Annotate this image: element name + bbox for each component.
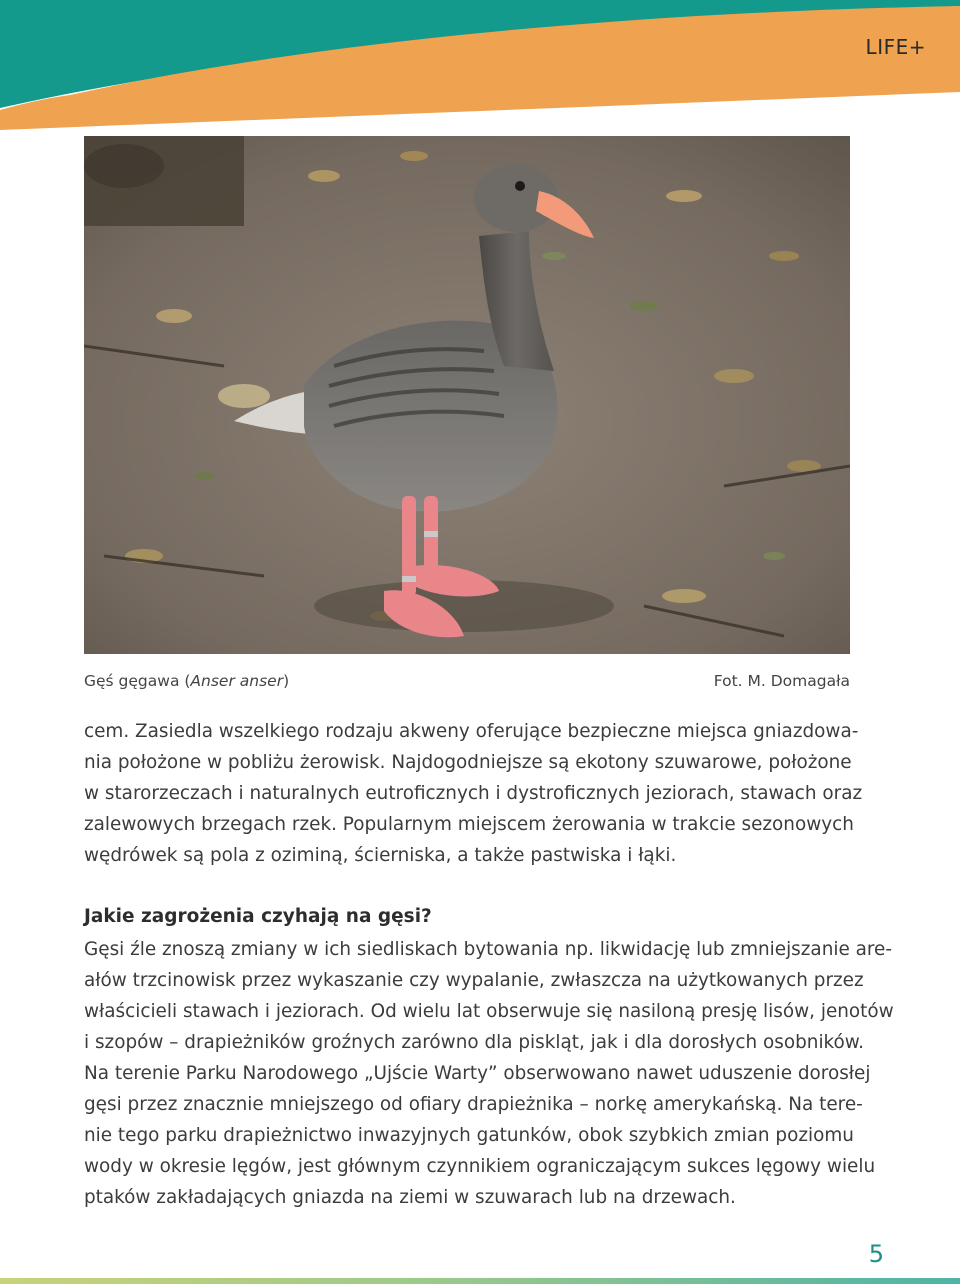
header-band — [0, 0, 960, 140]
text-line: nie tego parku drapieżnictwo inwazyjnych gatunków, obok szybkich zmian poziomu — [84, 1125, 854, 1146]
photo-caption — [84, 672, 850, 690]
section-heading: Jakie zagrożenia czyhają na gęsi? — [84, 906, 432, 927]
text-line: cem. Zasiedla wszelkiego rodzaju akweny oferujące bezpieczne miejsca gniazdowa- — [84, 721, 859, 742]
text-line: ptaków zakładających gniazda na ziemi w szuwarach lub na drzewach. — [84, 1187, 736, 1208]
text-line: ałów trzcinowisk przez wykaszanie czy wypalanie, zwłaszcza na użytkowanych przez — [84, 970, 864, 991]
text-line: w starorzeczach i naturalnych eutroficznych i dystroficznych jeziorach, stawach oraz — [84, 783, 863, 804]
text-line: Gęsi źle znoszą zmiany w ich siedliskach bytowania np. likwidację lub zmniejszanie are- — [84, 939, 892, 960]
page-number: 5 — [868, 1240, 884, 1268]
text-line: wędrówek są pola z oziminą, ścierniska, a także pastwiska i łąki. — [84, 845, 677, 866]
text-line: gęsi przez znacznie mniejszego od ofiary drapieżnika – norkę amerykańską. Na tere- — [84, 1094, 863, 1115]
caption-prefix: Gęś gęgawa ( — [84, 672, 191, 690]
photo-credit: Fot. M. Domagała — [713, 672, 850, 690]
caption-suffix: ) — [283, 672, 290, 690]
footer-line — [0, 1278, 960, 1284]
text-line: właścicieli stawach i jeziorach. Od wielu lat obserwuje się nasiloną presję lisów, jenotów — [84, 1001, 894, 1022]
text-line: nia położone w pobliżu żerowisk. Najdogodniejsze są ekotony szuwarowe, położone — [84, 752, 852, 773]
text-line: zalewowych brzegach rzek. Popularnym miejscem żerowania w trakcie sezonowych — [84, 814, 854, 835]
caption-species: Anser anser — [190, 672, 284, 690]
text-line: Na terenie Parku Narodowego „Ujście Warty” obserwowano nawet uduszenie dorosłej — [84, 1063, 871, 1084]
goose-photo — [84, 136, 850, 654]
paragraph-threats — [84, 934, 894, 1213]
text-line: i szopów – drapieżników groźnych zarówno dla piskląt, jak i dla dorosłych osobników. — [84, 1032, 864, 1053]
paragraph-habitat — [84, 716, 863, 871]
text-line: wody w okresie lęgów, jest głównym czynnikiem ograniczającym sukces lęgowy wielu — [84, 1156, 876, 1177]
header-label: LIFE+ — [865, 35, 926, 59]
